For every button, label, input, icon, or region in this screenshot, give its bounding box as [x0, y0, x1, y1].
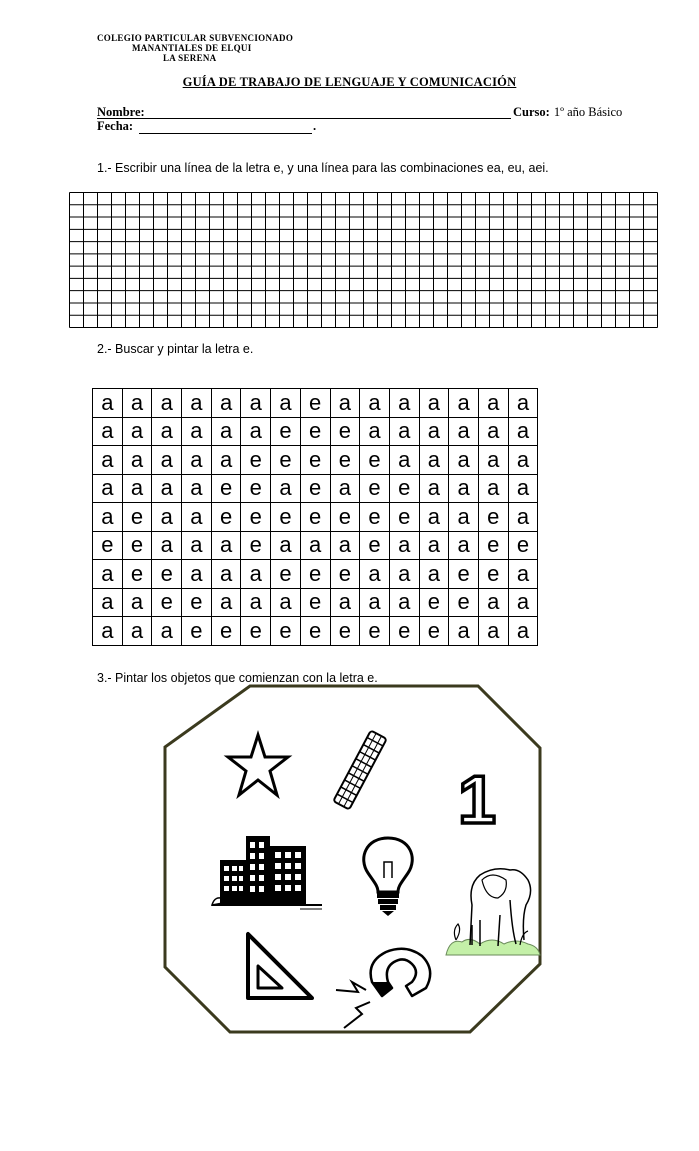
letter-cell[interactable]: e: [330, 446, 360, 475]
letter-cell[interactable]: e: [211, 474, 241, 503]
letter-cell[interactable]: a: [419, 503, 449, 532]
letter-cell[interactable]: e: [211, 617, 241, 646]
letter-cell[interactable]: e: [330, 560, 360, 589]
letter-cell[interactable]: e: [211, 503, 241, 532]
letter-cell[interactable]: a: [360, 417, 390, 446]
letter-cell[interactable]: e: [122, 531, 152, 560]
lightbulb-icon[interactable]: [364, 838, 413, 916]
curso-value: 1º año Básico: [553, 105, 623, 119]
fecha-label: Fecha:: [97, 119, 134, 133]
letter-cell[interactable]: a: [152, 389, 182, 418]
letter-cell[interactable]: a: [508, 389, 538, 418]
letter-cell[interactable]: e: [330, 417, 360, 446]
letter-cell[interactable]: a: [478, 588, 508, 617]
letter-cell[interactable]: a: [419, 417, 449, 446]
letter-cell[interactable]: e: [419, 588, 449, 617]
letter-cell[interactable]: a: [478, 474, 508, 503]
letter-cell[interactable]: a: [389, 446, 419, 475]
letter-cell[interactable]: e: [182, 617, 212, 646]
letter-cell[interactable]: a: [93, 446, 123, 475]
letter-cell[interactable]: a: [93, 588, 123, 617]
letter-cell[interactable]: a: [419, 560, 449, 589]
letter-cell[interactable]: a: [360, 588, 390, 617]
letter-cell[interactable]: e: [300, 474, 330, 503]
letter-cell[interactable]: e: [241, 617, 271, 646]
letter-cell[interactable]: a: [478, 617, 508, 646]
letter-cell[interactable]: e: [360, 446, 390, 475]
letter-cell[interactable]: a: [93, 417, 123, 446]
letter-cell[interactable]: e: [152, 560, 182, 589]
curso-label: Curso:: [513, 105, 550, 119]
letter-cell[interactable]: a: [508, 588, 538, 617]
letter-cell[interactable]: a: [478, 446, 508, 475]
letter-cell[interactable]: a: [419, 474, 449, 503]
letter-cell[interactable]: a: [389, 417, 419, 446]
letter-cell[interactable]: e: [93, 531, 123, 560]
letter-cell[interactable]: e: [300, 446, 330, 475]
building-icon[interactable]: [212, 836, 322, 909]
letter-cell[interactable]: a: [330, 389, 360, 418]
letter-cell[interactable]: a: [152, 474, 182, 503]
letter-cell[interactable]: e: [300, 389, 330, 418]
letter-cell[interactable]: a: [271, 588, 301, 617]
page-title: GUÍA DE TRABAJO DE LENGUAJE Y COMUNICACIÓN: [182, 75, 517, 89]
letter-cell[interactable]: a: [211, 417, 241, 446]
letter-cell[interactable]: a: [360, 560, 390, 589]
letter-cell[interactable]: a: [449, 531, 479, 560]
letter-cell[interactable]: a: [241, 560, 271, 589]
letter-cell[interactable]: e: [449, 588, 479, 617]
letter-cell[interactable]: e: [330, 617, 360, 646]
letter-cell[interactable]: a: [330, 588, 360, 617]
letter-cell[interactable]: a: [330, 474, 360, 503]
letter-cell[interactable]: a: [182, 446, 212, 475]
school-name-line1: COLEGIO PARTICULAR SUBVENCIONADO: [97, 33, 294, 43]
letter-cell[interactable]: e: [449, 560, 479, 589]
letter-cell[interactable]: a: [330, 531, 360, 560]
letter-cell[interactable]: a: [389, 588, 419, 617]
letter-cell[interactable]: a: [508, 617, 538, 646]
letter-cell[interactable]: e: [300, 560, 330, 589]
fecha-period: .: [313, 119, 317, 133]
letter-cell[interactable]: a: [271, 389, 301, 418]
letter-cell[interactable]: a: [93, 560, 123, 589]
letter-cell[interactable]: a: [419, 389, 449, 418]
letter-cell[interactable]: a: [182, 560, 212, 589]
letter-cell[interactable]: e: [271, 503, 301, 532]
letter-cell[interactable]: a: [508, 446, 538, 475]
letter-cell[interactable]: a: [211, 446, 241, 475]
letter-cell[interactable]: a: [152, 503, 182, 532]
letter-cell[interactable]: a: [449, 389, 479, 418]
letter-cell[interactable]: a: [211, 531, 241, 560]
letter-cell[interactable]: a: [271, 531, 301, 560]
letter-cell[interactable]: a: [122, 417, 152, 446]
letter-cell[interactable]: a: [449, 417, 479, 446]
exercise-2-instruction: 2.- Buscar y pintar la letra e.: [97, 342, 254, 356]
letter-cell[interactable]: a: [389, 389, 419, 418]
exercise-1-instruction: 1.- Escribir una línea de la letra e, y una línea para las combinaciones ea, eu, aei.: [97, 161, 549, 175]
letter-cell[interactable]: a: [122, 389, 152, 418]
letter-cell[interactable]: e: [360, 531, 390, 560]
letter-cell[interactable]: e: [330, 503, 360, 532]
letter-cell[interactable]: e: [478, 560, 508, 589]
letter-cell[interactable]: a: [419, 446, 449, 475]
letter-cell[interactable]: e: [508, 531, 538, 560]
letter-cell[interactable]: a: [182, 474, 212, 503]
letter-cell[interactable]: a: [478, 417, 508, 446]
letter-cell[interactable]: e: [271, 560, 301, 589]
letter-cell[interactable]: e: [122, 560, 152, 589]
letter-cell[interactable]: a: [508, 417, 538, 446]
nombre-label: Nombre:: [97, 105, 145, 119]
letter-cell[interactable]: e: [122, 503, 152, 532]
letter-cell[interactable]: a: [300, 531, 330, 560]
letter-cell[interactable]: a: [449, 503, 479, 532]
letter-cell[interactable]: e: [389, 503, 419, 532]
letter-cell[interactable]: a: [360, 389, 390, 418]
letter-cell[interactable]: e: [478, 531, 508, 560]
letter-cell[interactable]: e: [360, 617, 390, 646]
elephant-icon[interactable]: [446, 869, 540, 955]
letter-cell[interactable]: a: [182, 389, 212, 418]
letter-cell[interactable]: a: [508, 560, 538, 589]
letter-cell[interactable]: a: [152, 531, 182, 560]
letter-cell[interactable]: e: [360, 503, 390, 532]
set-square-icon[interactable]: [248, 934, 312, 998]
letter-cell[interactable]: a: [211, 389, 241, 418]
star-icon[interactable]: [228, 735, 288, 795]
letter-cell[interactable]: e: [360, 474, 390, 503]
octagon-frame: [165, 686, 540, 1032]
letter-cell[interactable]: e: [271, 617, 301, 646]
letter-cell[interactable]: a: [122, 474, 152, 503]
letter-cell[interactable]: a: [93, 389, 123, 418]
letter-cell[interactable]: a: [93, 617, 123, 646]
letter-cell[interactable]: a: [389, 531, 419, 560]
letter-cell[interactable]: a: [211, 588, 241, 617]
letter-cell[interactable]: e: [241, 503, 271, 532]
letter-cell[interactable]: e: [271, 446, 301, 475]
letter-cell[interactable]: e: [241, 474, 271, 503]
letter-cell[interactable]: a: [93, 474, 123, 503]
letter-cell[interactable]: e: [419, 617, 449, 646]
letter-cell[interactable]: e: [389, 617, 419, 646]
letter-cell[interactable]: a: [241, 417, 271, 446]
letter-cell[interactable]: a: [449, 617, 479, 646]
letter-cell[interactable]: a: [449, 474, 479, 503]
letter-cell[interactable]: e: [271, 417, 301, 446]
letter-cell[interactable]: a: [152, 446, 182, 475]
letter-cell[interactable]: a: [508, 503, 538, 532]
letter-cell[interactable]: e: [152, 588, 182, 617]
letter-cell[interactable]: e: [300, 617, 330, 646]
ladder-icon[interactable]: [333, 730, 386, 809]
letter-cell[interactable]: e: [478, 503, 508, 532]
letter-cell[interactable]: e: [241, 531, 271, 560]
letter-cell[interactable]: a: [508, 474, 538, 503]
school-name-line3: LA SERENA: [163, 53, 217, 63]
letter-cell[interactable]: a: [389, 560, 419, 589]
letter-cell[interactable]: a: [122, 588, 152, 617]
letter-cell[interactable]: a: [241, 389, 271, 418]
letter-cell[interactable]: a: [152, 417, 182, 446]
letter-cell[interactable]: e: [300, 503, 330, 532]
letter-cell[interactable]: e: [300, 417, 330, 446]
letter-cell[interactable]: a: [122, 446, 152, 475]
letter-cell[interactable]: a: [182, 531, 212, 560]
number-one-icon[interactable]: 1: [458, 762, 496, 838]
letter-cell[interactable]: a: [211, 560, 241, 589]
school-name-line2: MANANTIALES DE ELQUI: [132, 43, 252, 53]
letter-cell[interactable]: a: [241, 588, 271, 617]
letter-cell[interactable]: e: [241, 446, 271, 475]
letter-cell[interactable]: a: [419, 531, 449, 560]
magnet-icon[interactable]: [336, 949, 430, 1028]
letter-cell[interactable]: a: [271, 474, 301, 503]
letter-cell[interactable]: a: [449, 446, 479, 475]
letter-cell[interactable]: a: [478, 389, 508, 418]
letter-cell[interactable]: e: [389, 474, 419, 503]
letter-cell[interactable]: a: [182, 503, 212, 532]
letter-cell[interactable]: e: [300, 588, 330, 617]
letter-cell[interactable]: a: [152, 617, 182, 646]
exercise-3-instruction: 3.- Pintar los objetos que comienzan con la letra e.: [97, 671, 378, 685]
letter-cell[interactable]: a: [93, 503, 123, 532]
letter-cell[interactable]: a: [182, 417, 212, 446]
letter-cell[interactable]: a: [122, 617, 152, 646]
letter-cell[interactable]: e: [182, 588, 212, 617]
